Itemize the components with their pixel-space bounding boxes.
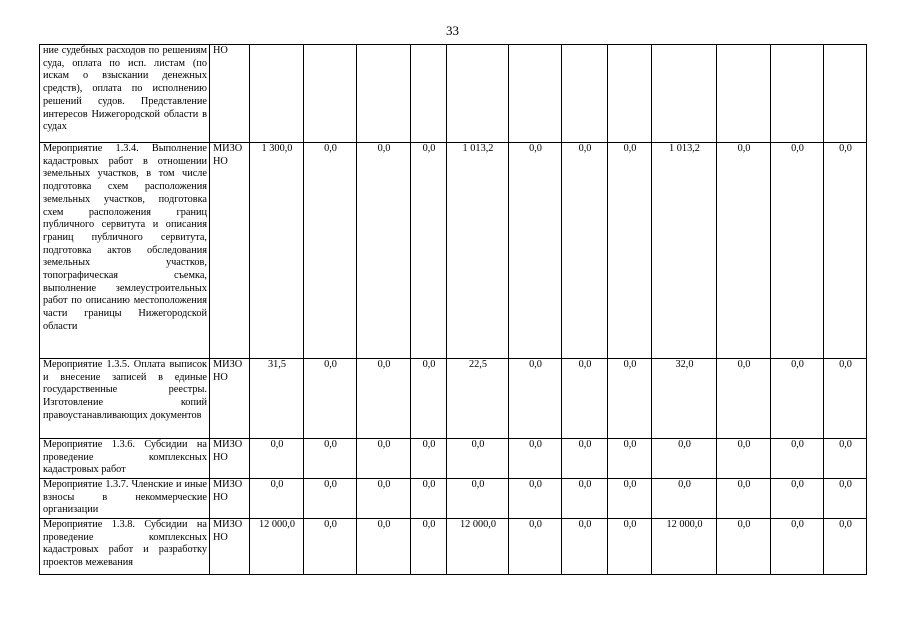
value-cell: 0,0 xyxy=(824,479,867,519)
value-cell: 0,0 xyxy=(771,143,824,359)
value-cell: 0,0 xyxy=(562,439,608,479)
responsible-executor-cell: МИЗО НО xyxy=(210,519,250,575)
value-cell: 0,0 xyxy=(304,143,357,359)
value-cell xyxy=(250,45,304,143)
activity-description-cell: Мероприятие 1.3.7. Членские и иные взносы в некоммерческие организации xyxy=(40,479,210,519)
value-cell: 0,0 xyxy=(771,359,824,439)
activity-description-cell: Мероприятие 1.3.6. Субсидии на проведение комплексных кадастровых работ xyxy=(40,439,210,479)
activity-description-cell: Мероприятие 1.3.8. Субсидии на проведение комплексных кадастровых работ и разработку проектов межевания xyxy=(40,519,210,575)
value-cell: 0,0 xyxy=(509,439,562,479)
value-cell: 0,0 xyxy=(717,479,771,519)
activity-description-cell: Мероприятие 1.3.4. Выполнение кадастровых работ в отношении земельных участков, в том числе подготовка схем расположения земельных участков, подготовка схем расположения границ публичного сервитута и описания границ публичного сервитута, подготовка актов обследования земельных участков, топографическая съемка, выполнение землеустроительных работ по описанию местоположения части границы Нижегородской области xyxy=(40,143,210,359)
value-cell: 0,0 xyxy=(509,143,562,359)
responsible-executor-cell: МИЗО НО xyxy=(210,479,250,519)
value-cell: 0,0 xyxy=(717,439,771,479)
value-cell xyxy=(608,45,652,143)
value-cell: 0,0 xyxy=(717,359,771,439)
value-cell: 31,5 xyxy=(250,359,304,439)
value-cell xyxy=(652,45,717,143)
value-cell: 0,0 xyxy=(652,439,717,479)
table-row xyxy=(40,359,867,439)
table-row xyxy=(40,479,867,519)
value-cell: 0,0 xyxy=(509,519,562,575)
value-cell xyxy=(447,45,509,143)
table-row xyxy=(40,519,867,575)
value-cell: 0,0 xyxy=(357,479,411,519)
value-cell: 32,0 xyxy=(652,359,717,439)
value-cell: 0,0 xyxy=(304,359,357,439)
value-cell: 0,0 xyxy=(717,143,771,359)
value-cell: 1 013,2 xyxy=(447,143,509,359)
value-cell xyxy=(411,45,447,143)
value-cell: 0,0 xyxy=(562,479,608,519)
value-cell: 0,0 xyxy=(304,439,357,479)
value-cell xyxy=(304,45,357,143)
responsible-executor-cell: МИЗО НО xyxy=(210,439,250,479)
value-cell: 12 000,0 xyxy=(250,519,304,575)
value-cell: 0,0 xyxy=(824,143,867,359)
value-cell xyxy=(824,45,867,143)
value-cell: 0,0 xyxy=(509,359,562,439)
value-cell: 1 013,2 xyxy=(652,143,717,359)
value-cell xyxy=(509,45,562,143)
value-cell: 0,0 xyxy=(411,143,447,359)
value-cell: 0,0 xyxy=(824,439,867,479)
value-cell: 0,0 xyxy=(608,519,652,575)
value-cell xyxy=(771,45,824,143)
value-cell: 0,0 xyxy=(717,519,771,575)
value-cell: 12 000,0 xyxy=(652,519,717,575)
budget-table xyxy=(39,44,867,575)
value-cell: 0,0 xyxy=(250,439,304,479)
value-cell xyxy=(357,45,411,143)
table-body xyxy=(40,45,867,575)
value-cell: 0,0 xyxy=(411,519,447,575)
value-cell: 0,0 xyxy=(562,519,608,575)
value-cell: 0,0 xyxy=(357,519,411,575)
value-cell: 0,0 xyxy=(304,479,357,519)
activity-description-cell: ние судебных расходов по решениям суда, оплата по исп. листам (по искам о взыскании денежных средств), оплата по исполнению решений судов. Представление интересов Нижегородской области в судах xyxy=(40,45,210,143)
table-row xyxy=(40,439,867,479)
value-cell: 0,0 xyxy=(771,479,824,519)
value-cell: 0,0 xyxy=(608,143,652,359)
value-cell: 0,0 xyxy=(250,479,304,519)
responsible-executor-cell: НО xyxy=(210,45,250,143)
value-cell: 0,0 xyxy=(447,439,509,479)
value-cell: 0,0 xyxy=(304,519,357,575)
value-cell: 0,0 xyxy=(411,359,447,439)
responsible-executor-cell: МИЗО НО xyxy=(210,143,250,359)
value-cell: 0,0 xyxy=(824,359,867,439)
value-cell: 0,0 xyxy=(357,143,411,359)
responsible-executor-cell: МИЗО НО xyxy=(210,359,250,439)
value-cell: 0,0 xyxy=(357,439,411,479)
value-cell: 0,0 xyxy=(824,519,867,575)
value-cell: 0,0 xyxy=(562,143,608,359)
value-cell: 0,0 xyxy=(411,479,447,519)
value-cell xyxy=(717,45,771,143)
value-cell: 0,0 xyxy=(509,479,562,519)
value-cell xyxy=(562,45,608,143)
value-cell: 12 000,0 xyxy=(447,519,509,575)
value-cell: 0,0 xyxy=(771,519,824,575)
value-cell: 22,5 xyxy=(447,359,509,439)
value-cell: 0,0 xyxy=(357,359,411,439)
table-row xyxy=(40,45,867,143)
value-cell: 0,0 xyxy=(608,479,652,519)
value-cell: 0,0 xyxy=(608,359,652,439)
page-number: 33 xyxy=(446,23,459,38)
value-cell: 0,0 xyxy=(608,439,652,479)
value-cell: 0,0 xyxy=(562,359,608,439)
activity-description-cell: Мероприятие 1.3.5. Оплата выписок и внесение записей в единые государственные реестры. Изготовление копий правоустанавливающих документов xyxy=(40,359,210,439)
table-row xyxy=(40,143,867,359)
value-cell: 0,0 xyxy=(411,439,447,479)
value-cell: 0,0 xyxy=(652,479,717,519)
value-cell: 1 300,0 xyxy=(250,143,304,359)
value-cell: 0,0 xyxy=(447,479,509,519)
value-cell: 0,0 xyxy=(771,439,824,479)
